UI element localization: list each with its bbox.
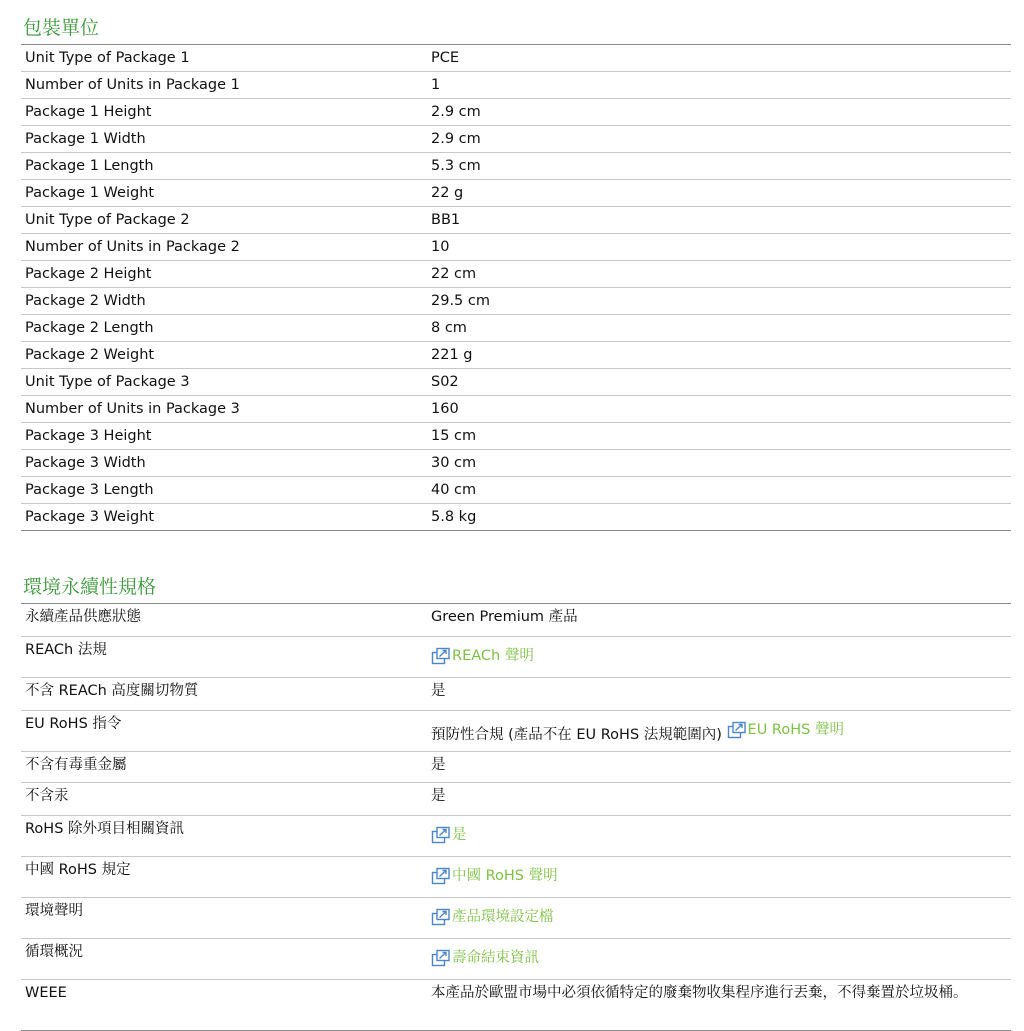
table-row [21, 315, 1011, 342]
table-row [21, 783, 1011, 816]
row-label: Number of Units in Package 2 [21, 234, 426, 261]
table-row [21, 857, 1011, 898]
external-link-icon [431, 867, 451, 885]
row-value: 22 cm [426, 261, 1011, 288]
row-label: Unit Type of Package 1 [21, 45, 426, 72]
table-row [21, 752, 1011, 783]
table-row [21, 816, 1011, 857]
row-value: S02 [426, 369, 1011, 396]
document-link[interactable] [431, 826, 467, 844]
row-label: Package 1 Height [21, 99, 426, 126]
row-label: RoHS 除外項目相關資訊 [21, 816, 426, 857]
row-value: 是 [426, 678, 1011, 711]
row-label: Package 3 Weight [21, 504, 426, 531]
table-row [21, 980, 1011, 1031]
link-text: REACh 聲明 [452, 648, 534, 664]
row-value: 221 g [426, 342, 1011, 369]
row-value [426, 637, 1011, 678]
table-row [21, 207, 1011, 234]
external-link-icon [431, 826, 451, 844]
link-text: 是 [452, 827, 467, 843]
row-value [426, 898, 1011, 939]
row-value: 15 cm [426, 423, 1011, 450]
row-label: 循環概況 [21, 939, 426, 980]
row-value [426, 816, 1011, 857]
environment-section-title: 環境永續性規格 [23, 576, 157, 598]
row-label: 不含 REACh 高度關切物質 [21, 678, 426, 711]
row-value [426, 939, 1011, 980]
row-value: 40 cm [426, 477, 1011, 504]
row-value: 8 cm [426, 315, 1011, 342]
row-label: EU RoHS 指令 [21, 711, 426, 752]
row-value: 29.5 cm [426, 288, 1011, 315]
packaging-section-title: 包裝單位 [23, 17, 100, 39]
table-row [21, 711, 1011, 752]
row-value: 2.9 cm [426, 126, 1011, 153]
row-label: Package 3 Width [21, 450, 426, 477]
row-value: 2.9 cm [426, 99, 1011, 126]
table-row [21, 604, 1011, 637]
link-text: 產品環境設定檔 [452, 909, 554, 925]
table-row [21, 477, 1011, 504]
table-row [21, 423, 1011, 450]
row-label: Package 1 Width [21, 126, 426, 153]
row-label: 環境聲明 [21, 898, 426, 939]
document-link[interactable] [727, 721, 844, 739]
row-label: Package 2 Length [21, 315, 426, 342]
table-row [21, 396, 1011, 423]
row-label: Package 2 Height [21, 261, 426, 288]
row-value: 160 [426, 396, 1011, 423]
external-link-icon [431, 908, 451, 926]
row-label: REACh 法規 [21, 637, 426, 678]
row-label: Package 2 Width [21, 288, 426, 315]
row-value: 5.8 kg [426, 504, 1011, 531]
row-label: 不含有毒重金屬 [21, 752, 426, 783]
row-value: 5.3 cm [426, 153, 1011, 180]
table-row [21, 939, 1011, 980]
table-row [21, 637, 1011, 678]
table-row [21, 72, 1011, 99]
external-link-icon [727, 721, 747, 739]
link-text: EU RoHS 聲明 [747, 722, 844, 738]
row-value: 30 cm [426, 450, 1011, 477]
row-value: PCE [426, 45, 1011, 72]
table-row [21, 153, 1011, 180]
row-label: Package 2 Weight [21, 342, 426, 369]
document-link[interactable] [431, 949, 539, 967]
row-value: 22 g [426, 180, 1011, 207]
row-label: WEEE [21, 980, 426, 1031]
row-value: BB1 [426, 207, 1011, 234]
table-row [21, 504, 1011, 531]
table-row [21, 450, 1011, 477]
document-link[interactable] [431, 647, 534, 665]
table-row [21, 678, 1011, 711]
table-row [21, 45, 1011, 72]
table-row [21, 99, 1011, 126]
external-link-icon [431, 647, 451, 665]
row-label: Number of Units in Package 3 [21, 396, 426, 423]
packaging-section [21, 16, 1011, 531]
table-row [21, 126, 1011, 153]
row-value [426, 711, 1011, 752]
row-label: 不含汞 [21, 783, 426, 816]
table-row [21, 180, 1011, 207]
row-label: 永續產品供應狀態 [21, 604, 426, 637]
row-value [426, 857, 1011, 898]
table-row [21, 369, 1011, 396]
row-label: Package 3 Height [21, 423, 426, 450]
row-value: Green Premium 產品 [426, 604, 1011, 637]
external-link-icon [431, 949, 451, 967]
packaging-table [21, 44, 1011, 531]
row-label: Package 1 Length [21, 153, 426, 180]
row-label: Number of Units in Package 1 [21, 72, 426, 99]
row-label: Package 1 Weight [21, 180, 426, 207]
row-value-text: 預防性合規 (產品不在 EU RoHS 法規範圍內) [431, 727, 722, 743]
row-value: 是 [426, 783, 1011, 816]
row-label: 中國 RoHS 規定 [21, 857, 426, 898]
row-label: Unit Type of Package 3 [21, 369, 426, 396]
document-link[interactable] [431, 867, 558, 885]
table-row [21, 261, 1011, 288]
link-text: 中國 RoHS 聲明 [452, 868, 558, 884]
table-row [21, 234, 1011, 261]
link-text: 壽命結束資訊 [452, 950, 539, 966]
table-row [21, 342, 1011, 369]
environment-table [21, 603, 1011, 1031]
row-label: Package 3 Length [21, 477, 426, 504]
table-row [21, 288, 1011, 315]
table-row [21, 898, 1011, 939]
document-link[interactable] [431, 908, 554, 926]
environment-section [21, 575, 1011, 1031]
row-value: 是 [426, 752, 1011, 783]
row-value: 本產品於歐盟市場中必須依循特定的廢棄物收集程序進行丟棄，不得棄置於垃圾桶。 [426, 980, 1011, 1031]
row-label: Unit Type of Package 2 [21, 207, 426, 234]
row-value: 1 [426, 72, 1011, 99]
row-value: 10 [426, 234, 1011, 261]
